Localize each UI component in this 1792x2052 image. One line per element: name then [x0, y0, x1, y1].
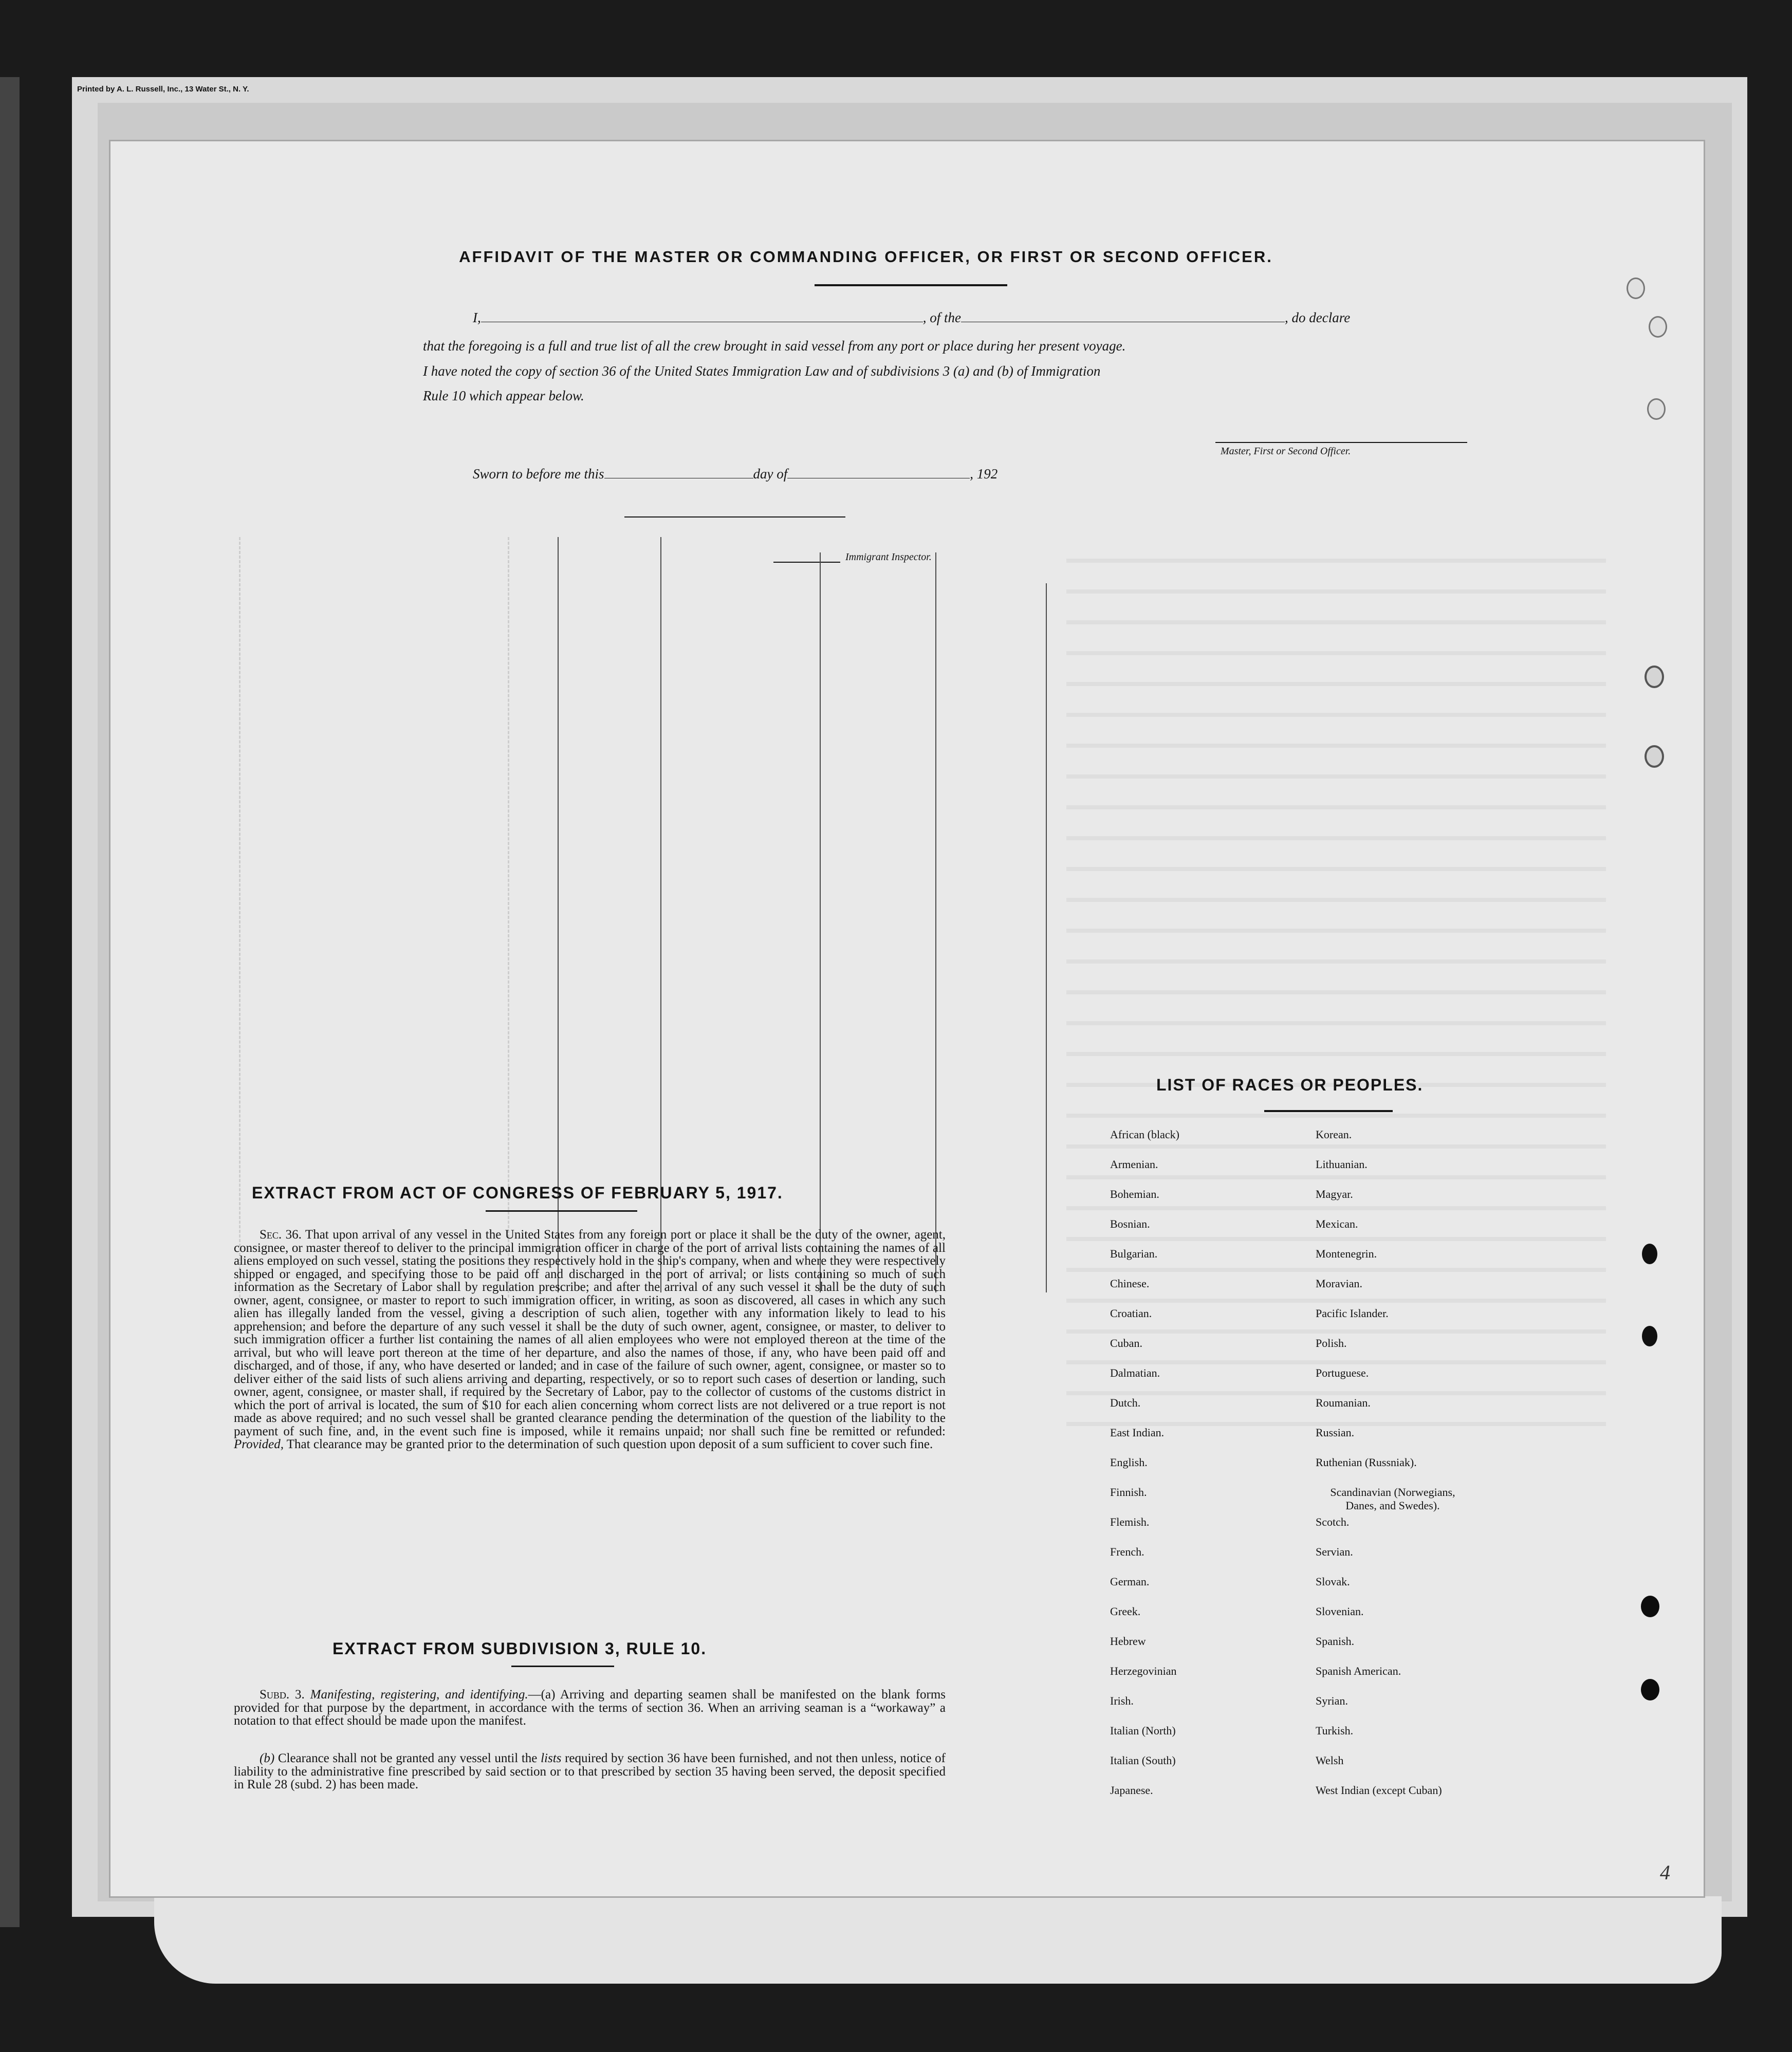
- subdivision-3-a-text: Subd. 3. Manifesting, registering, and identifying.—(a) Arriving and departing seamen shall be manifested on the blank forms provided for that purpose by the department, in accordance with the terms of section 36. When an arriving seaman is a “workaway” a notation to that effect should be made upon the manifest.: [234, 1688, 946, 1728]
- sworn-line: Sworn to before me this day of , 192: [473, 466, 998, 482]
- race-item: Russian.: [1316, 1426, 1355, 1439]
- race-item: Portuguese.: [1316, 1366, 1369, 1379]
- punch-hole: [1645, 665, 1664, 688]
- race-item: Greek.: [1110, 1605, 1141, 1618]
- race-item: Italian (South): [1110, 1754, 1176, 1767]
- race-item: East Indian.: [1110, 1426, 1165, 1439]
- race-item: Polish.: [1316, 1337, 1347, 1349]
- column-rule: [558, 537, 559, 1292]
- inspector-short-line: [773, 562, 840, 563]
- races-heading: LIST OF RACES OR PEOPLES.: [1156, 1076, 1424, 1094]
- signature-line: [1215, 442, 1467, 443]
- race-item: German.: [1110, 1575, 1150, 1588]
- race-item: Spanish.: [1316, 1635, 1355, 1648]
- race-item: Turkish.: [1316, 1724, 1354, 1737]
- act-extract-heading: EXTRACT FROM ACT OF CONGRESS OF FEBRUARY 5, 1917.: [252, 1184, 783, 1202]
- affidavit-heading-rule: [815, 284, 1007, 286]
- race-item: English.: [1110, 1456, 1148, 1469]
- race-item: Japanese.: [1110, 1784, 1153, 1797]
- races-heading-rule: [1264, 1110, 1393, 1112]
- race-item: Bosnian.: [1110, 1217, 1150, 1230]
- race-item: French.: [1110, 1545, 1144, 1558]
- race-item: Slovenian.: [1316, 1605, 1364, 1618]
- printer-imprint: Printed by A. L. Russell, Inc., 13 Water St., N. Y.: [77, 85, 249, 94]
- race-item: Flemish.: [1110, 1515, 1150, 1528]
- race-item: Roumanian.: [1316, 1396, 1371, 1409]
- page-number-mark: 4: [1660, 1861, 1670, 1884]
- race-item: Korean.: [1316, 1128, 1352, 1141]
- signature-label: Master, First or Second Officer.: [1221, 446, 1351, 457]
- race-item: Italian (North): [1110, 1724, 1176, 1737]
- race-item: Hebrew: [1110, 1635, 1146, 1648]
- race-item: Pacific Islander.: [1316, 1307, 1389, 1320]
- inspector-label: Immigrant Inspector.: [845, 551, 932, 563]
- punch-hole: [1642, 1326, 1657, 1346]
- race-item: Croatian.: [1110, 1307, 1152, 1320]
- race-item: Scandinavian (Norwegians, Danes, and Swedes).: [1330, 1486, 1455, 1512]
- race-item: Spanish American.: [1316, 1665, 1401, 1677]
- race-item: Moravian.: [1316, 1277, 1363, 1290]
- race-item: Servian.: [1316, 1545, 1353, 1558]
- document-page: [110, 141, 1704, 1896]
- race-item: Syrian.: [1316, 1694, 1348, 1707]
- left-binding-edge: [0, 77, 20, 1927]
- race-item: Bulgarian.: [1110, 1247, 1158, 1260]
- affidavit-line-3: I have noted the copy of section 36 of the United States Immigration Law and of subdivisions 3 (a) and (b) of Immigration: [423, 363, 1101, 379]
- act-extract-rule: [486, 1210, 637, 1212]
- race-item: Magyar.: [1316, 1188, 1353, 1200]
- column-rule: [1046, 583, 1047, 1292]
- inspector-signature-line: [624, 516, 845, 517]
- section-36-text: Sec. 36. That upon arrival of any vessel in the United States from any foreign port or place it shall be the duty of the owner, agent, consignee, or master thereof to deliver to the principal immigration officer in charge of the port of arrival lists containing the names of all aliens employed on such vessel, stating the positions they respectively hold in the ship's company, when and where they were respectively shipped or engaged, and specifying those to be paid off and discharged in the port of arrival; or lists containing so much of such information as the Secretary of Labor shall by regulation prescribe; and after the arrival of any such vessel it shall be the duty of such owner, agent, consignee, or master to report to such immigration officer, in writing, as soon as discovered, all cases in which any such alien has illegally landed from the vessel, giving a description of such alien, together with any information likely to lead to his apprehension; and before the departure of any such vessel it shall be the duty of such owner, agent, consignee, or master, to deliver to such immigration officer a further list containing the names of all alien employees who were not employed thereon at the time of the arrival, but who will leave port thereon at the time of her departure, and also the names of those, if any, who have been paid off and discharged, and of those, if any, who have deserted or landed; and in case of the failure of such owner, agent, consignee, or master so to deliver either of the said lists of such aliens arriving and departing, respectively, or so to report such cases of desertion or landing, such owner, agent, consignee, or master shall, if required by the Secretary of Labor, pay to the collector of customs of the customs district in which the port of arrival is located, the sum of $10 for each alien concerning whom correct lists are not delivered or a true report is not made as above required; and no such vessel shall be granted clearance pending the determination of the question of the liability to the payment of such fine, and, in the event such fine is imposed, while it remains unpaid; nor shall such fine be remitted or refunded: Provided, That clearance may be granted prior to the determination of such question upon deposit of a sum sufficient to cover such fine.: [234, 1228, 946, 1451]
- bottom-page-flap: [154, 1896, 1722, 1984]
- affidavit-line-2: that the foregoing is a full and true list of all the crew brought in said vessel from any port or place during her present voyage.: [423, 338, 1126, 354]
- race-item: Lithuanian.: [1316, 1158, 1368, 1171]
- race-item: Slovak.: [1316, 1575, 1350, 1588]
- race-item: Armenian.: [1110, 1158, 1158, 1171]
- race-item: Chinese.: [1110, 1277, 1150, 1290]
- race-item: Bohemian.: [1110, 1188, 1159, 1200]
- race-item: Dutch.: [1110, 1396, 1141, 1409]
- punch-hole: [1641, 1596, 1659, 1617]
- race-item: Mexican.: [1316, 1217, 1358, 1230]
- punch-hole: [1627, 278, 1645, 299]
- punch-hole: [1641, 1679, 1659, 1700]
- punch-hole: [1647, 398, 1666, 420]
- race-item: Ruthenian (Russniak).: [1316, 1456, 1417, 1469]
- affidavit-heading: AFFIDAVIT OF THE MASTER OR COMMANDING OFFICER, OR FIRST OR SECOND OFFICER.: [459, 248, 1273, 266]
- column-rule: [820, 552, 821, 1292]
- race-item: West Indian (except Cuban): [1316, 1784, 1442, 1797]
- bleed-through-block: [1066, 532, 1606, 1431]
- affidavit-line-4: Rule 10 which appear below.: [423, 388, 584, 403]
- punch-hole: [1649, 316, 1667, 338]
- column-rule: [935, 552, 936, 1292]
- race-item: Irish.: [1110, 1694, 1134, 1707]
- rule-extract-heading: EXTRACT FROM SUBDIVISION 3, RULE 10.: [332, 1639, 707, 1658]
- race-item: Finnish.: [1110, 1486, 1147, 1499]
- race-item: Scotch.: [1316, 1515, 1350, 1528]
- race-item: Herzegovinian: [1110, 1665, 1177, 1677]
- race-item: African (black): [1110, 1128, 1179, 1141]
- subdivision-3-b-text: (b) Clearance shall not be granted any vessel until the lists required by section 36 have been furnished, and not then unless, notice of liability to the administrative fine prescribed by said section or to that prescribed by section 35 having been served, the deposit specified in Rule 28 (subd. 2) has been made.: [234, 1751, 946, 1791]
- rule-extract-rule: [511, 1666, 614, 1667]
- column-rule: [660, 537, 661, 1292]
- race-item: Dalmatian.: [1110, 1366, 1160, 1379]
- affidavit-line-1: I, , of the , do declare: [473, 310, 1351, 325]
- race-item: Cuban.: [1110, 1337, 1142, 1349]
- punch-hole: [1645, 745, 1664, 768]
- race-item: Welsh: [1316, 1754, 1344, 1767]
- race-item: Montenegrin.: [1316, 1247, 1377, 1260]
- punch-hole: [1642, 1244, 1657, 1264]
